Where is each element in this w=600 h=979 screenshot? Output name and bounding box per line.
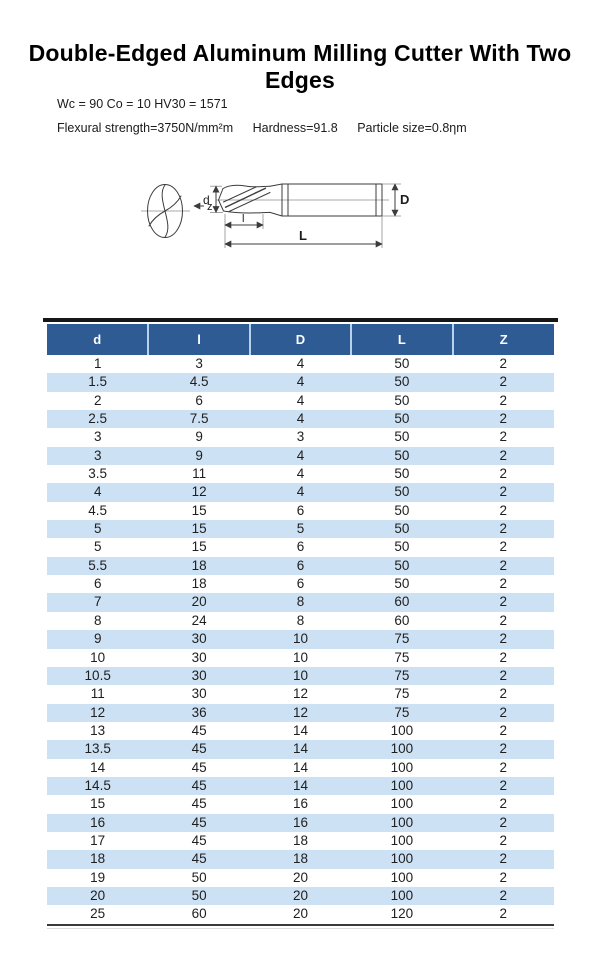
table-cell: 18 <box>191 557 207 573</box>
table-cell: 100 <box>390 777 414 793</box>
table-row <box>47 649 554 667</box>
table-cell: 4.5 <box>88 502 108 518</box>
table-cell: 45 <box>191 851 207 867</box>
table-cell: 11 <box>90 686 105 702</box>
table-cell: 45 <box>191 741 207 757</box>
z-label: z <box>207 201 213 213</box>
table-cell: 2 <box>499 722 508 738</box>
table-cell: 12 <box>191 484 207 500</box>
table-cell: 1.5 <box>88 374 108 390</box>
table-cell: 2 <box>499 851 508 867</box>
d-label: d <box>203 193 210 207</box>
column-header-Z: Z <box>453 324 554 355</box>
table-cell: 20 <box>90 887 106 903</box>
table-cell: 6 <box>296 502 305 518</box>
table-row <box>47 740 554 758</box>
column-header-D: D <box>250 324 351 355</box>
table-cell: 120 <box>390 906 414 922</box>
table-cell: 14 <box>292 722 308 738</box>
table-cell: 16 <box>292 814 308 830</box>
table-cell: 50 <box>191 887 207 903</box>
table-cell: 100 <box>390 796 414 812</box>
table-cell: 2 <box>499 356 508 371</box>
table-cell: 50 <box>394 356 410 371</box>
table-cell: 2 <box>499 631 508 647</box>
table-cell: 3 <box>93 429 102 445</box>
table-row <box>47 392 554 410</box>
table-cell: 50 <box>394 557 410 573</box>
table-cell: 2 <box>499 447 508 463</box>
dimension-d <box>203 186 223 212</box>
table-cell: 15 <box>90 796 106 812</box>
table-cell: 50 <box>394 484 410 500</box>
table-cell: 45 <box>191 796 207 812</box>
flexural-strength-spec: Flexural strength=3750N/mm²m <box>57 121 234 135</box>
dimension-l <box>225 213 263 229</box>
table-row <box>47 373 554 391</box>
table-cell: 45 <box>191 759 207 775</box>
table-row <box>47 502 554 520</box>
table-cell: 2 <box>499 704 508 720</box>
table-cell: 1 <box>93 356 102 371</box>
table-cell: 6 <box>296 576 305 592</box>
table-cell: 4 <box>93 484 102 500</box>
hardness-spec: Hardness=91.8 <box>252 121 338 135</box>
table-cell: 9 <box>195 447 203 463</box>
table-cell: 50 <box>394 374 410 390</box>
table-cell: 18 <box>292 851 308 867</box>
size-table <box>47 324 554 926</box>
table-row <box>47 483 554 501</box>
table-row <box>47 575 554 593</box>
table-cell: 18 <box>292 832 308 848</box>
table-header <box>47 324 554 355</box>
table-cell: 2 <box>499 374 508 390</box>
material-spec-line <box>57 97 228 111</box>
table-cell: 100 <box>390 722 414 738</box>
table-cell: 7.5 <box>189 411 209 427</box>
table-cell: 18 <box>90 851 106 867</box>
table-row <box>47 465 554 483</box>
table-cell: 2 <box>499 686 508 702</box>
table-cell: 2 <box>499 741 508 757</box>
table-row <box>47 557 554 575</box>
table-cell: 2 <box>499 906 508 922</box>
table-cell: 100 <box>390 759 414 775</box>
table-cell: 3 <box>93 447 102 463</box>
table-cell: 2 <box>499 411 508 427</box>
table-cell: 13.5 <box>84 741 111 757</box>
column-header-L: L <box>351 324 452 355</box>
table-row <box>47 538 554 556</box>
table-cell: 100 <box>390 832 414 848</box>
table-cell: 50 <box>394 411 410 427</box>
table-row <box>47 795 554 813</box>
page-title: Double-Edged Aluminum Milling Cutter With Two Edges <box>28 40 572 93</box>
column-header-l: l <box>148 324 249 355</box>
table-row <box>47 685 554 703</box>
table-row <box>47 850 554 868</box>
table-cell: 11 <box>192 466 207 482</box>
table-cell: 50 <box>394 521 410 537</box>
side-view-drawing <box>216 184 389 216</box>
table-cell: 100 <box>390 851 414 867</box>
table-cell: 4 <box>296 374 305 390</box>
table-cell: 50 <box>394 539 410 555</box>
table-cell: 75 <box>394 704 410 720</box>
table-cell: 25 <box>90 906 106 922</box>
table-row <box>47 428 554 446</box>
table-cell: 50 <box>394 429 410 445</box>
table-cell: 30 <box>191 667 207 683</box>
table-cell: 50 <box>394 502 410 518</box>
end-view-drawing <box>141 185 190 238</box>
table-cell: 9 <box>195 429 203 445</box>
table-body <box>47 355 554 925</box>
table-cell: 4 <box>296 484 305 500</box>
table-cell: 2 <box>499 429 508 445</box>
table-cell: 8 <box>296 594 305 610</box>
table-cell: 19 <box>90 869 106 885</box>
table-cell: 2 <box>499 594 508 610</box>
table-cell: 10.5 <box>84 667 111 683</box>
table-cell: 12 <box>292 704 308 720</box>
table-row <box>47 667 554 685</box>
table-cell: 5.5 <box>88 557 108 573</box>
table-row <box>47 612 554 630</box>
table-cell: 8 <box>93 612 102 628</box>
table-row <box>47 355 554 373</box>
table-cell: 50 <box>191 869 207 885</box>
table-cell: 18 <box>191 576 207 592</box>
table-cell: 20 <box>292 906 308 922</box>
table-cell: 45 <box>191 832 207 848</box>
table-row <box>47 447 554 465</box>
table-cell: 9 <box>93 631 102 647</box>
table-cell: 4.5 <box>189 374 209 390</box>
table-row <box>47 722 554 740</box>
table-cell: 2 <box>499 887 508 903</box>
table-cell: 10 <box>292 667 308 683</box>
table-cell: 2.5 <box>88 411 108 427</box>
table-cell: 2 <box>499 869 508 885</box>
table-cell: 14 <box>292 741 308 757</box>
table-cell: 50 <box>394 392 410 408</box>
table-cell: 2 <box>499 759 508 775</box>
table-cell: 5 <box>93 521 102 537</box>
table-row <box>47 759 554 777</box>
technical-drawing <box>130 155 470 285</box>
table-cell: 2 <box>499 466 508 482</box>
table-bottom-shadow <box>47 928 554 929</box>
table-cell: 10 <box>90 649 106 665</box>
table-cell: 17 <box>90 832 106 848</box>
table-cell: 75 <box>394 631 410 647</box>
table-cell: 20 <box>191 594 207 610</box>
D-label: D <box>400 192 410 207</box>
table-cell: 2 <box>499 539 508 555</box>
table-row <box>47 520 554 538</box>
table-cell: 50 <box>394 447 410 463</box>
table-cell: 6 <box>296 557 305 573</box>
table-cell: 5 <box>93 539 102 555</box>
table-cell: 2 <box>499 796 508 812</box>
table-cell: 24 <box>191 612 207 628</box>
table-cell: 2 <box>499 484 508 500</box>
table-top-border <box>43 318 558 322</box>
table-cell: 14 <box>292 759 308 775</box>
table-cell: 45 <box>191 722 207 738</box>
table-cell: 2 <box>499 392 508 408</box>
table-cell: 100 <box>390 869 414 885</box>
table-cell: 100 <box>390 814 414 830</box>
table-cell: 30 <box>191 631 207 647</box>
size-table-section <box>47 318 554 929</box>
table-cell: 4 <box>296 356 305 371</box>
table-cell: 2 <box>499 814 508 830</box>
table-cell: 2 <box>499 502 508 518</box>
table-cell: 75 <box>394 667 410 683</box>
property-spec-line <box>57 121 467 135</box>
table-cell: 2 <box>499 649 508 665</box>
dimension-L <box>225 216 382 248</box>
table-cell: 3 <box>195 356 203 371</box>
table-row <box>47 814 554 832</box>
table-cell: 4 <box>296 392 305 408</box>
table-row <box>47 410 554 428</box>
table-row <box>47 593 554 611</box>
table-cell: 20 <box>292 869 308 885</box>
table-cell: 50 <box>394 466 410 482</box>
table-cell: 3.5 <box>88 466 108 482</box>
table-row <box>47 869 554 887</box>
table-row <box>47 832 554 850</box>
table-cell: 60 <box>394 594 410 610</box>
table-cell: 13 <box>90 722 106 738</box>
table-cell: 2 <box>499 557 508 573</box>
table-cell: 30 <box>191 649 207 665</box>
table-cell: 3 <box>296 429 305 445</box>
table-cell: 2 <box>499 576 508 592</box>
table-cell: 12 <box>292 686 308 702</box>
table-cell: 2 <box>499 521 508 537</box>
table-cell: 16 <box>90 814 106 830</box>
table-cell: 75 <box>394 649 410 665</box>
l-label: l <box>242 213 245 225</box>
table-cell: 60 <box>191 906 207 922</box>
table-cell: 36 <box>191 704 207 720</box>
table-cell: 2 <box>499 667 508 683</box>
table-cell: 2 <box>499 777 508 793</box>
table-cell: 15 <box>191 521 207 537</box>
table-cell: 16 <box>292 796 308 812</box>
table-cell: 4 <box>296 411 305 427</box>
table-cell: 14 <box>90 759 106 775</box>
table-cell: 100 <box>390 741 414 757</box>
table-row <box>47 704 554 722</box>
particle-size-spec: Particle size=0.8ηm <box>357 121 467 135</box>
table-header-row <box>47 324 554 355</box>
table-cell: 14.5 <box>84 777 111 793</box>
table-row <box>47 905 554 924</box>
table-cell: 10 <box>292 631 308 647</box>
table-cell: 2 <box>499 832 508 848</box>
L-label: L <box>299 228 307 243</box>
table-cell: 30 <box>191 686 207 702</box>
table-cell: 6 <box>195 392 203 408</box>
table-row <box>47 630 554 648</box>
table-cell: 6 <box>296 539 305 555</box>
table-cell: 7 <box>93 594 102 610</box>
table-cell: 50 <box>394 576 410 592</box>
table-cell: 100 <box>390 887 414 903</box>
table-cell: 2 <box>93 392 102 408</box>
table-cell: 60 <box>394 612 410 628</box>
table-cell: 75 <box>394 686 410 702</box>
table-row <box>47 887 554 905</box>
column-header-d: d <box>47 324 148 355</box>
table-cell: 8 <box>296 612 305 628</box>
table-cell: 4 <box>296 466 305 482</box>
table-cell: 14 <box>292 777 308 793</box>
table-cell: 15 <box>191 502 207 518</box>
table-cell: 45 <box>191 814 207 830</box>
table-row <box>47 777 554 795</box>
table-cell: 6 <box>93 576 102 592</box>
table-cell: 4 <box>296 447 305 463</box>
table-cell: 12 <box>90 704 106 720</box>
table-cell: 2 <box>499 612 508 628</box>
composition-spec: Wc = 90 Co = 10 HV30 = 1571 <box>57 97 228 111</box>
table-cell: 15 <box>191 539 207 555</box>
table-cell: 45 <box>191 777 207 793</box>
table-cell: 5 <box>296 521 305 537</box>
table-cell: 10 <box>292 649 308 665</box>
table-cell: 20 <box>292 887 308 903</box>
